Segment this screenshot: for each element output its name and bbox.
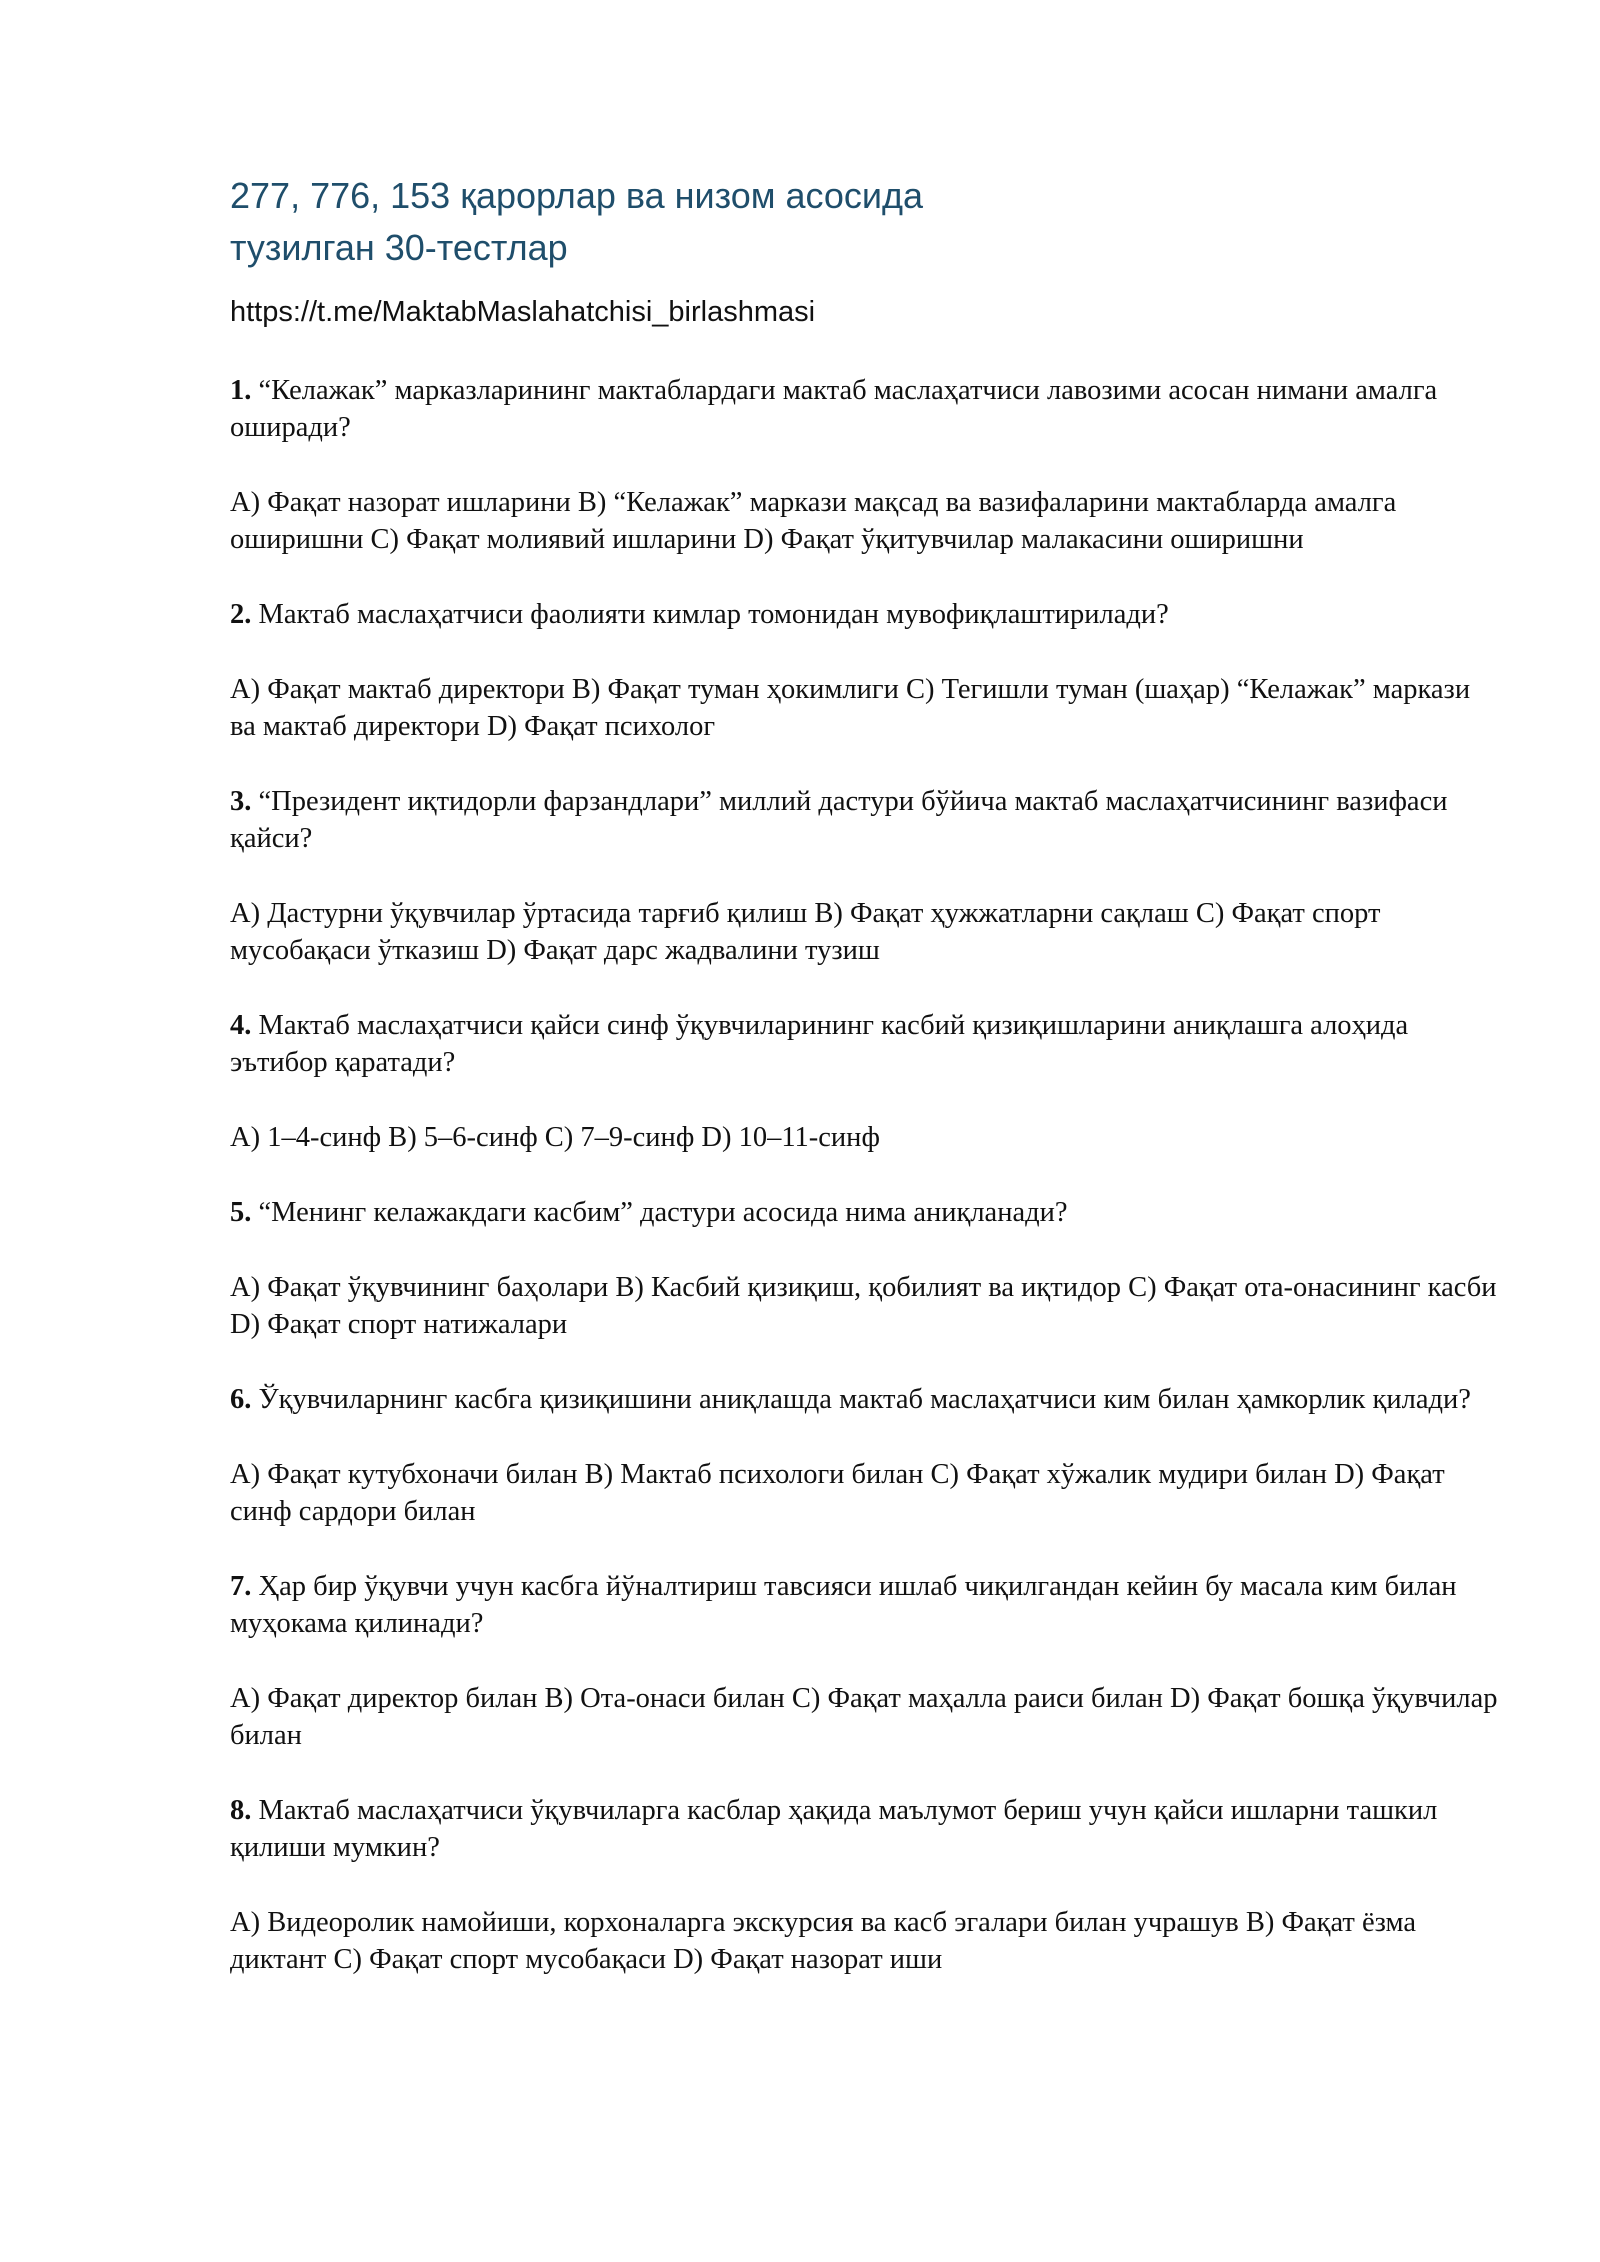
question-text — [230, 596, 1500, 633]
question-5 — [230, 1194, 1500, 1343]
question-body: “Келажак” марказларининг мактаблардаги мактаб маслаҳатчиси лавозими асосан нимани амалга оширади? — [230, 375, 1438, 443]
answer-options: A) Фақат кутубхоначи билан B) Мактаб психологи билан C) Фақат хўжалик мудири билан D) Фақат синф сардори билан — [230, 1459, 1445, 1527]
question-text — [230, 1792, 1500, 1866]
question-4 — [230, 1007, 1500, 1156]
question-1 — [230, 372, 1500, 558]
telegram-link[interactable]: https://t.me/MaktabMaslahatchisi_birlashmasi — [230, 296, 816, 328]
question-body: Мактаб маслаҳатчиси ўқувчиларга касблар ҳақида маълумот бериш учун қайси ишларни ташкил қилиши мумкин? — [230, 1795, 1438, 1863]
question-body: “Президент иқтидорли фарзандлари” миллий дастури бўйича мактаб маслаҳатчисининг вазифаси қайси? — [230, 786, 1448, 854]
question-body: Ҳар бир ўқувчи учун касбга йўналтириш тавсияси ишлаб чиқилгандан кейин бу масала ким билан муҳокама қилинади? — [230, 1571, 1457, 1639]
answer-options: A) Фақат мактаб директори B) Фақат туман ҳокимлиги C) Тегишли туман (шаҳар) “Келажак” маркази ва мактаб директори D) Фақат психолог — [230, 674, 1471, 742]
answer-options: A) Фақат директор билан B) Ота-онаси билан C) Фақат маҳалла раиси билан D) Фақат бошқа ўқувчилар билан — [230, 1683, 1498, 1751]
question-body: Мактаб маслаҳатчиси қайси синф ўқувчиларининг касбий қизиқишларини аниқлашга алоҳида эътибор қаратади? — [230, 1010, 1409, 1078]
answer-options: A) Видеоролик намойиши, корхоналарга экскурсия ва касб эгалари билан учрашув B) Фақат ёзма диктант C) Фақат спорт мусобақаси D) Фақат назорат иши — [230, 1907, 1416, 1975]
question-text — [230, 1568, 1500, 1642]
question-7 — [230, 1568, 1500, 1754]
question-number: 1. — [230, 375, 252, 406]
question-6 — [230, 1381, 1500, 1530]
question-text — [230, 1194, 1500, 1231]
question-number: 8. — [230, 1795, 252, 1826]
question-number: 2. — [230, 599, 252, 630]
question-body: Ўқувчиларнинг касбга қизиқишини аниқлашда мактаб маслаҳатчиси ким билан ҳамкорлик қилади? — [258, 1384, 1471, 1415]
question-number: 7. — [230, 1571, 252, 1602]
question-list — [230, 372, 1500, 1978]
question-8 — [230, 1792, 1500, 1978]
title-line-1: 277, 776, 153 қарорлар ва низом асосида — [230, 175, 924, 216]
answer-options: A) 1–4-синф B) 5–6-синф C) 7–9-синф D) 10–11-синф — [230, 1122, 880, 1153]
document-page — [230, 170, 1500, 2016]
question-2 — [230, 596, 1500, 745]
answer-options: A) Фақат ўқувчининг баҳолари B) Касбий қизиқиш, қобилият ва иқтидор C) Фақат ота-онасининг касби D) Фақат спорт натижалари — [230, 1272, 1497, 1340]
answer-options: A) Фақат назорат ишларини B) “Келажак” маркази мақсад ва вазифаларини мактабларда амалга оширишни C) Фақат молиявий ишларини D) Фақат ўқитувчилар малакасини оширишни — [230, 487, 1397, 555]
document-title — [230, 170, 1500, 274]
question-text — [230, 1381, 1500, 1418]
title-line-2: тузилган 30-тестлар — [230, 227, 568, 268]
question-text — [230, 1007, 1500, 1081]
question-number: 3. — [230, 786, 252, 817]
answer-options: A) Дастурни ўқувчилар ўртасида тарғиб қилиш B) Фақат ҳужжатларни сақлаш C) Фақат спорт мусобақаси ўтказиш D) Фақат дарс жадвалини тузиш — [230, 898, 1381, 966]
question-body: “Менинг келажакдаги касбим” дастури асосида нима аниқланади? — [258, 1197, 1068, 1228]
question-text — [230, 783, 1500, 857]
question-number: 5. — [230, 1197, 252, 1228]
question-3 — [230, 783, 1500, 969]
question-body: Мактаб маслаҳатчиси фаолияти кимлар томонидан мувофиқлаштирилади? — [258, 599, 1169, 630]
question-number: 6. — [230, 1384, 252, 1415]
question-text — [230, 372, 1500, 446]
question-number: 4. — [230, 1010, 252, 1041]
